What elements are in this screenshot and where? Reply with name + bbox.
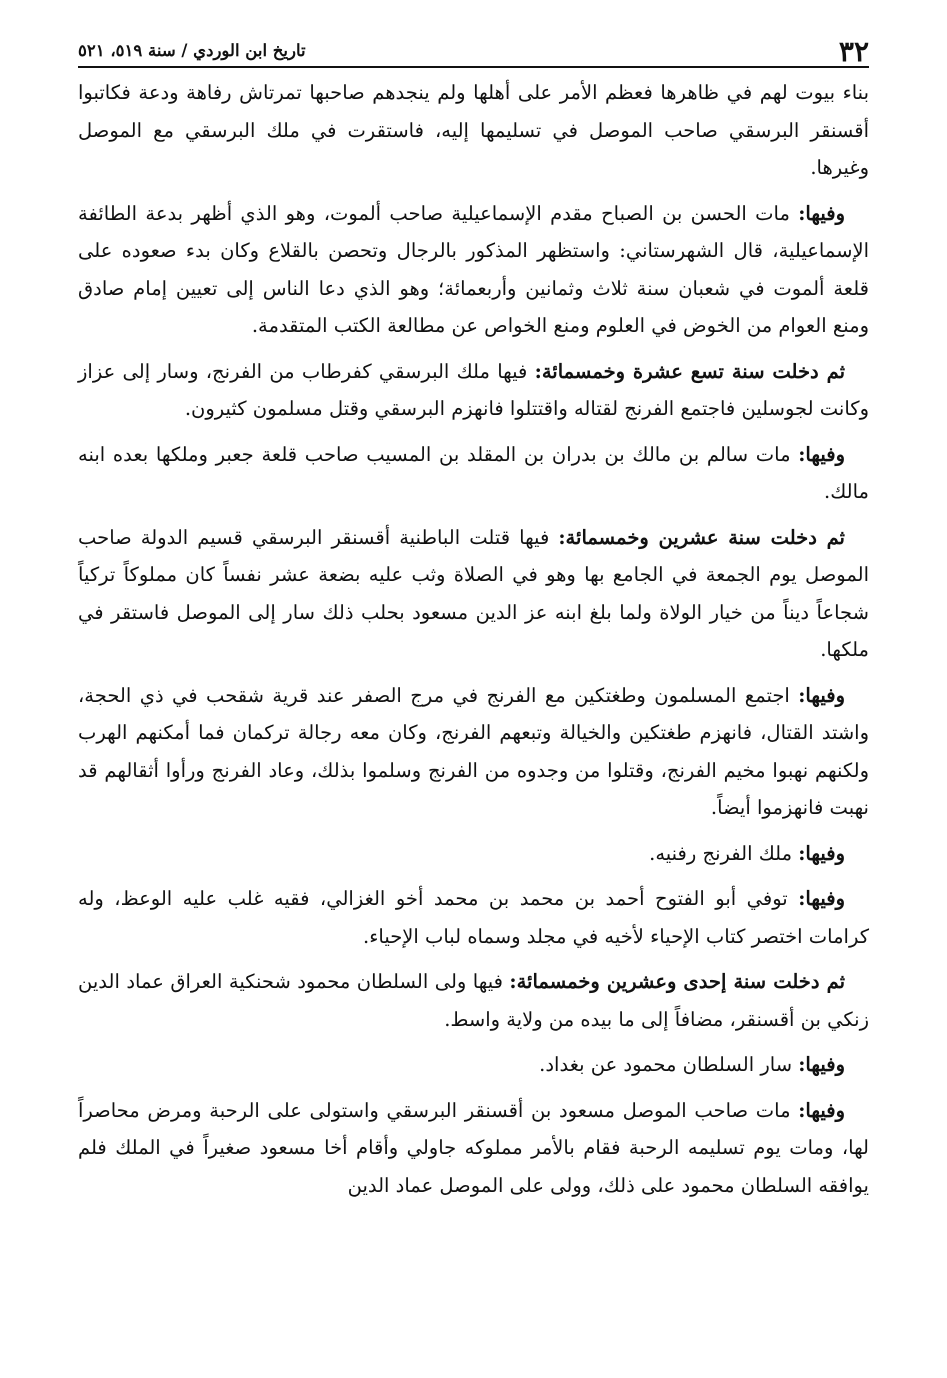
paragraph-text: مات الحسن بن الصباح مقدم الإسماعيلية صاحب ألموت، وهو الذي أظهر بدعة الطائفة الإسماعيلية، قال الشهرستاني: واستظهر المذكور بالرجال وتحصن بالقلاع وكان بدء صعوده على قلعة ألموت في شعبان سنة ثلاث وثمانين وأربعمائة؛ وهو الذي دعا الناس إلى تعيين إمام صادق ومنع العوام من الخوض في العلوم ومنع الخواص عن مطالعة الكتب المتقدمة. bbox=[78, 201, 869, 337]
paragraph-label: وفيها: bbox=[798, 201, 845, 225]
paragraph-label: وفيها: bbox=[798, 683, 845, 707]
paragraph-label: وفيها: bbox=[798, 442, 845, 466]
paragraph-label: وفيها: bbox=[798, 1053, 845, 1076]
paragraph bbox=[78, 195, 869, 345]
paragraph-text: توفي أبو الفتوح أحمد بن محمد بن محمد أخو الغزالي، فقيه غلب عليه الوعظ، وله كرامات اختصر كتاب الإحياء لأخيه في مجلد وسماه لباب الإحياء. bbox=[78, 887, 869, 948]
paragraph-label: ثم دخلت سنة عشرين وخمسمائة: bbox=[558, 525, 845, 549]
paragraph-text: اجتمع المسلمون وطغتكين مع الفرنج في مرج الصفر عند قرية شقحب في ذي الحجة، واشتد القتال، فانهزم طغتكين والخيالة وتبعهم الفرنج، وكان معه رجالة تركمان فما أمكنهم الهرب ولكنهم نهبوا مخيم الفرنج، وقتلوا من وجدوه من الفرنج وسلموا بذلك، وعاد الفرنج ورأوا أثقالهم قد نهبت فانهزموا أيضاً. bbox=[78, 683, 869, 819]
paragraph bbox=[78, 519, 869, 669]
paragraph-label: وفيها: bbox=[798, 841, 845, 865]
paragraph-text: مات سالم بن مالك بن بدران بن المقلد بن المسيب صاحب قلعة جعبر وملكها بعده ابنه مالك. bbox=[78, 442, 869, 503]
paragraph bbox=[78, 1092, 869, 1205]
paragraph-label: وفيها: bbox=[798, 1098, 845, 1122]
paragraph bbox=[78, 436, 869, 511]
paragraph-label: ثم دخلت سنة إحدى وعشرين وخمسمائة: bbox=[509, 970, 845, 993]
paragraph bbox=[78, 880, 869, 955]
paragraph bbox=[78, 74, 869, 187]
running-title: تاريخ ابن الوردي / سنة ٥١٩، ٥٢١ bbox=[78, 41, 306, 60]
paragraph bbox=[78, 677, 869, 827]
paragraph-text: فيها ملك البرسقي كفرطاب من الفرنج، وسار إلى عزاز وكانت لجوسلين فاجتمع الفرنج لقتاله واقتتلوا فانهزم البرسقي وقتل مسلمون كثيرون. bbox=[78, 359, 869, 420]
body-text bbox=[78, 74, 869, 1204]
paragraph-label: ثم دخلت سنة تسع عشرة وخمسمائة: bbox=[534, 359, 845, 383]
paragraph-text: مات صاحب الموصل مسعود بن أقسنقر البرسقي واستولى على الرحبة ومرض محاصراً لها، ومات يوم تسليمه الرحبة فقام بالأمر مملوكه جاولي وأقام أخا مسعود صغيراً في الملك فلم يوافقه السلطان محمود على ذلك، وولى على الموصل عماد الدين bbox=[78, 1098, 869, 1197]
page-header bbox=[78, 30, 869, 68]
paragraph-label: وفيها: bbox=[798, 887, 845, 910]
page-number: ٣٢ bbox=[838, 35, 869, 68]
paragraph bbox=[78, 353, 869, 428]
paragraph bbox=[78, 963, 869, 1038]
paragraph-text: فيها ولى السلطان محمود شحنكية العراق عماد الدين زنكي بن أقسنقر، مضافاً إلى ما بيده من ولاية واسط. bbox=[78, 970, 869, 1031]
paragraph bbox=[78, 1046, 869, 1084]
paragraph bbox=[78, 835, 869, 873]
paragraph-text: بناء بيوت لهم في ظاهرها فعظم الأمر على أهلها ولم ينجدهم صاحبها تمرتاش رفاهة ودعة فكاتبوا أقسنقر البرسقي صاحب الموصل في تسليمها إليه، فاستقرت في ملك البرسقي مع الموصل وغيرها. bbox=[78, 81, 869, 179]
paragraph-text: سار السلطان محمود عن بغداد. bbox=[539, 1053, 799, 1076]
paragraph-text: ملك الفرنج رفنيه. bbox=[649, 841, 799, 865]
paragraph-text: فيها قتلت الباطنية أقسنقر البرسقي قسيم الدولة صاحب الموصل يوم الجمعة في الجامع بها وهو في الصلاة وثب عليه بضعة عشر نفساً كان مملوكاً تركياً شجاعاً ديناً من خيار الولاة ولما بلغ ابنه عز الدين مسعود بحلب ذلك سار إلى الموصل فاستقر في ملكها. bbox=[78, 525, 869, 661]
